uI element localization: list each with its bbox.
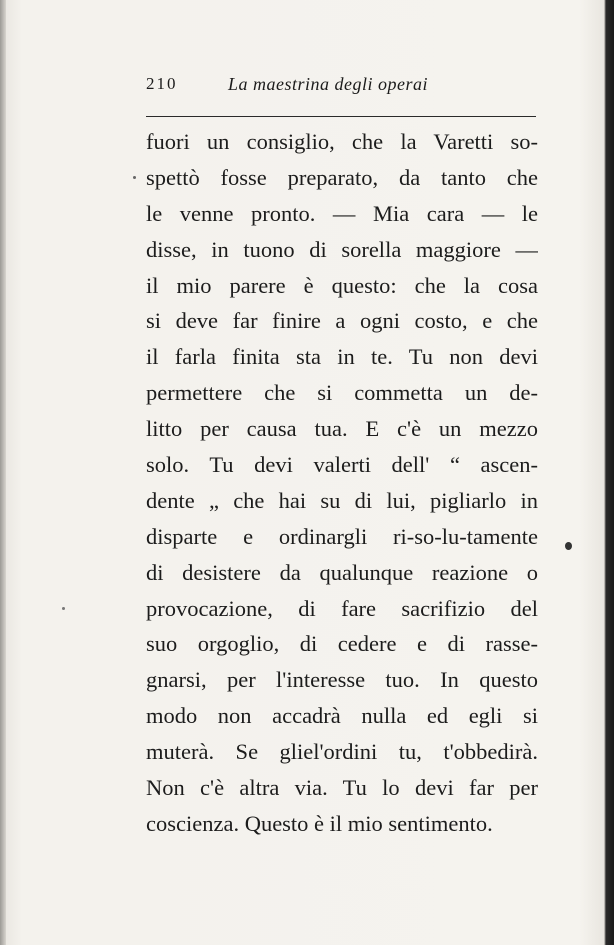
- text-line: solo. Tu devi valerti dell' “ ascen-: [146, 452, 538, 478]
- text-line: modo non accadrà nulla ed egli si: [146, 703, 538, 729]
- header-rule: [146, 116, 536, 117]
- text-line: suo orgoglio, di cedere e di rasse-: [146, 631, 538, 657]
- text-line: il mio parere è questo: che la cosa: [146, 272, 538, 298]
- text-line: litto per causa tua. E c'è un mezzo: [146, 416, 538, 442]
- ink-speck: [133, 176, 136, 179]
- text-line: fuori un consiglio, che la Varetti so-: [146, 129, 538, 154]
- text-line: permettere che si commetta un de-: [146, 380, 538, 406]
- page-header: [146, 74, 536, 104]
- text-line: dente „ che hai su di lui, pigliarlo in: [146, 487, 538, 513]
- text-line: gnarsi, per l'interesse tuo. In questo: [146, 667, 538, 693]
- text-line: disparte e ordinargli ri-so-lu-tamente: [146, 523, 538, 549]
- body-text: [146, 124, 538, 842]
- page-number: 210: [146, 74, 178, 93]
- text-line: il farla finita sta in te. Tu non devi: [146, 344, 538, 370]
- binding-shadow: [0, 0, 6, 945]
- text-line: coscienza. Questo è il mio sentimento.: [146, 810, 493, 836]
- running-title: La maestrina degli operai: [228, 74, 428, 94]
- ink-speck: [62, 607, 65, 610]
- text-line: Non c'è altra via. Tu lo devi far per: [146, 775, 538, 801]
- text-line: di desistere da qualunque reazione o: [146, 559, 538, 585]
- text-line: provocazione, di fare sacrifizio del: [146, 595, 538, 621]
- text-line: le venne pronto. — Mia cara — le: [146, 200, 538, 226]
- text-line: disse, in tuono di sorella maggiore —: [146, 236, 538, 262]
- ink-speck: [565, 542, 572, 550]
- text-line: muterà. Se gliel'ordini tu, t'obbedirà.: [146, 739, 538, 765]
- text-line: si deve far finire a ogni costo, e che: [146, 308, 538, 334]
- text-line: spettò fosse preparato, da tanto che: [146, 164, 538, 190]
